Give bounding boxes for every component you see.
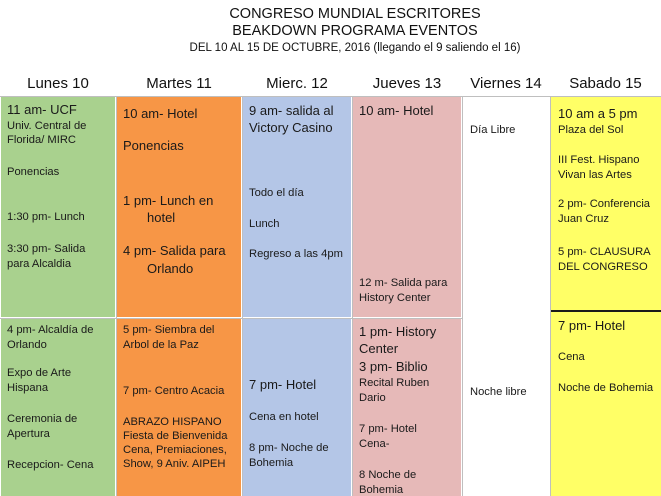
martes-morning-cell (117, 97, 241, 317)
event-text: Expo de Arte (7, 367, 72, 379)
event-text: Vivan las Artes (558, 169, 632, 181)
event-text: 12 m- Salida para (359, 277, 448, 289)
event-time: 1 pm- Lunch en (123, 193, 214, 208)
miercoles-evening-cell (243, 319, 351, 496)
viernes-cell (463, 97, 549, 496)
event-text: Apertura (7, 428, 50, 440)
event-text: III Fest. Hispano (558, 154, 640, 166)
event-text: Lunch (249, 218, 280, 230)
event-time: 11 am- UCF (7, 102, 77, 117)
header-martes: Martes 11 (146, 75, 212, 92)
event-time: 10 am- Hotel (359, 103, 434, 118)
event-text: 3:30 pm- Salida (7, 243, 86, 255)
event-text: Plaza del Sol (558, 124, 624, 136)
event-text: Regreso a las 4pm (249, 248, 343, 260)
header-viernes: Viernes 14 (470, 75, 542, 92)
event-text: Ponencias (7, 166, 60, 178)
event-time: 10 am a 5 pm (558, 106, 638, 121)
lunes-morning-cell (1, 97, 115, 317)
event-text: Cena en hotel (249, 411, 319, 423)
document-dates: DEL 10 AL 15 DE OCTUBRE, 2016 (llegando el 9 saliendo el 16) (189, 42, 521, 54)
event-time: 7 pm- Hotel (558, 318, 626, 333)
event-text: 7 pm- Centro Acacia (123, 385, 225, 397)
event-time: 10 am- Hotel (123, 106, 198, 121)
event-text: Center (359, 341, 399, 356)
event-text: Orlando (7, 339, 47, 351)
sabado-morning-cell (551, 97, 661, 310)
event-text: Show, 9 Aniv. AIPEH (123, 458, 226, 470)
jueves-morning-cell (353, 97, 461, 317)
event-text: Cena, Premiaciones, (123, 444, 227, 456)
event-text: Día Libre (470, 124, 516, 136)
event-time: 4 pm- Salida para (123, 243, 226, 258)
event-text: Bohemia (249, 457, 294, 469)
event-text: 2 pm- Conferencia (558, 198, 651, 210)
event-text: Dario (359, 392, 386, 404)
document-title: CONGRESO MUNDIAL ESCRITORES (229, 6, 481, 22)
event-text: 8 pm- Noche de (249, 442, 329, 454)
event-text: Juan Cruz (558, 213, 609, 225)
event-text: 7 pm- Hotel (359, 423, 417, 435)
document-subtitle: BEAKDOWN PROGRAMA EVENTOS (232, 23, 478, 39)
event-text: Victory Casino (249, 120, 333, 135)
event-text: hotel (147, 210, 176, 225)
lunes-evening-cell (1, 319, 115, 496)
sabado-evening-cell (551, 312, 661, 496)
event-time: 1 pm- History (359, 324, 437, 339)
event-text: Univ. Central de (7, 120, 87, 132)
event-text: 4 pm- Alcaldía de (7, 324, 94, 336)
header-sabado: Sabado 15 (569, 75, 642, 92)
event-text: ABRAZO HISPANO (123, 416, 222, 428)
header-jueves: Jueves 13 (372, 75, 442, 92)
header-miercoles: Mierc. 12 (266, 75, 328, 92)
event-time: 9 am- salida al (249, 103, 334, 118)
event-text: Recital Ruben (359, 377, 430, 389)
event-text: Florida/ MIRC (7, 134, 76, 146)
header-lunes: Lunes 10 (27, 75, 89, 92)
event-text: Fiesta de Bienvenida (123, 430, 228, 442)
event-text: 1:30 pm- Lunch (7, 211, 85, 223)
event-text: Arbol de la Paz (123, 339, 199, 351)
event-text: Noche de Bohemia (558, 382, 654, 394)
jueves-evening-cell (353, 319, 461, 496)
event-text: Hispana (7, 382, 49, 394)
event-text: 5 pm- Siembra del (123, 324, 215, 336)
event-text: History Center (359, 292, 431, 304)
event-text: Todo el día (249, 187, 304, 199)
event-text: Ceremonia de (7, 413, 78, 425)
event-text: Cena (558, 351, 585, 363)
event-text: 8 Noche de (359, 469, 417, 481)
event-text: Recepcion- Cena (7, 459, 94, 471)
event-text: Cena- (359, 438, 390, 450)
martes-evening-cell (117, 319, 241, 496)
event-time: 3 pm- Biblio (359, 359, 428, 374)
event-text: para Alcaldia (7, 258, 72, 270)
event-text: Bohemia (359, 484, 404, 496)
event-text: 5 pm- CLAUSURA (558, 246, 651, 258)
event-time: 7 pm- Hotel (249, 377, 317, 392)
event-text: Noche libre (470, 386, 527, 398)
miercoles-morning-cell (243, 97, 351, 317)
event-text: Ponencias (123, 138, 184, 153)
event-text: DEL CONGRESO (558, 261, 648, 273)
event-text: Orlando (147, 261, 194, 276)
